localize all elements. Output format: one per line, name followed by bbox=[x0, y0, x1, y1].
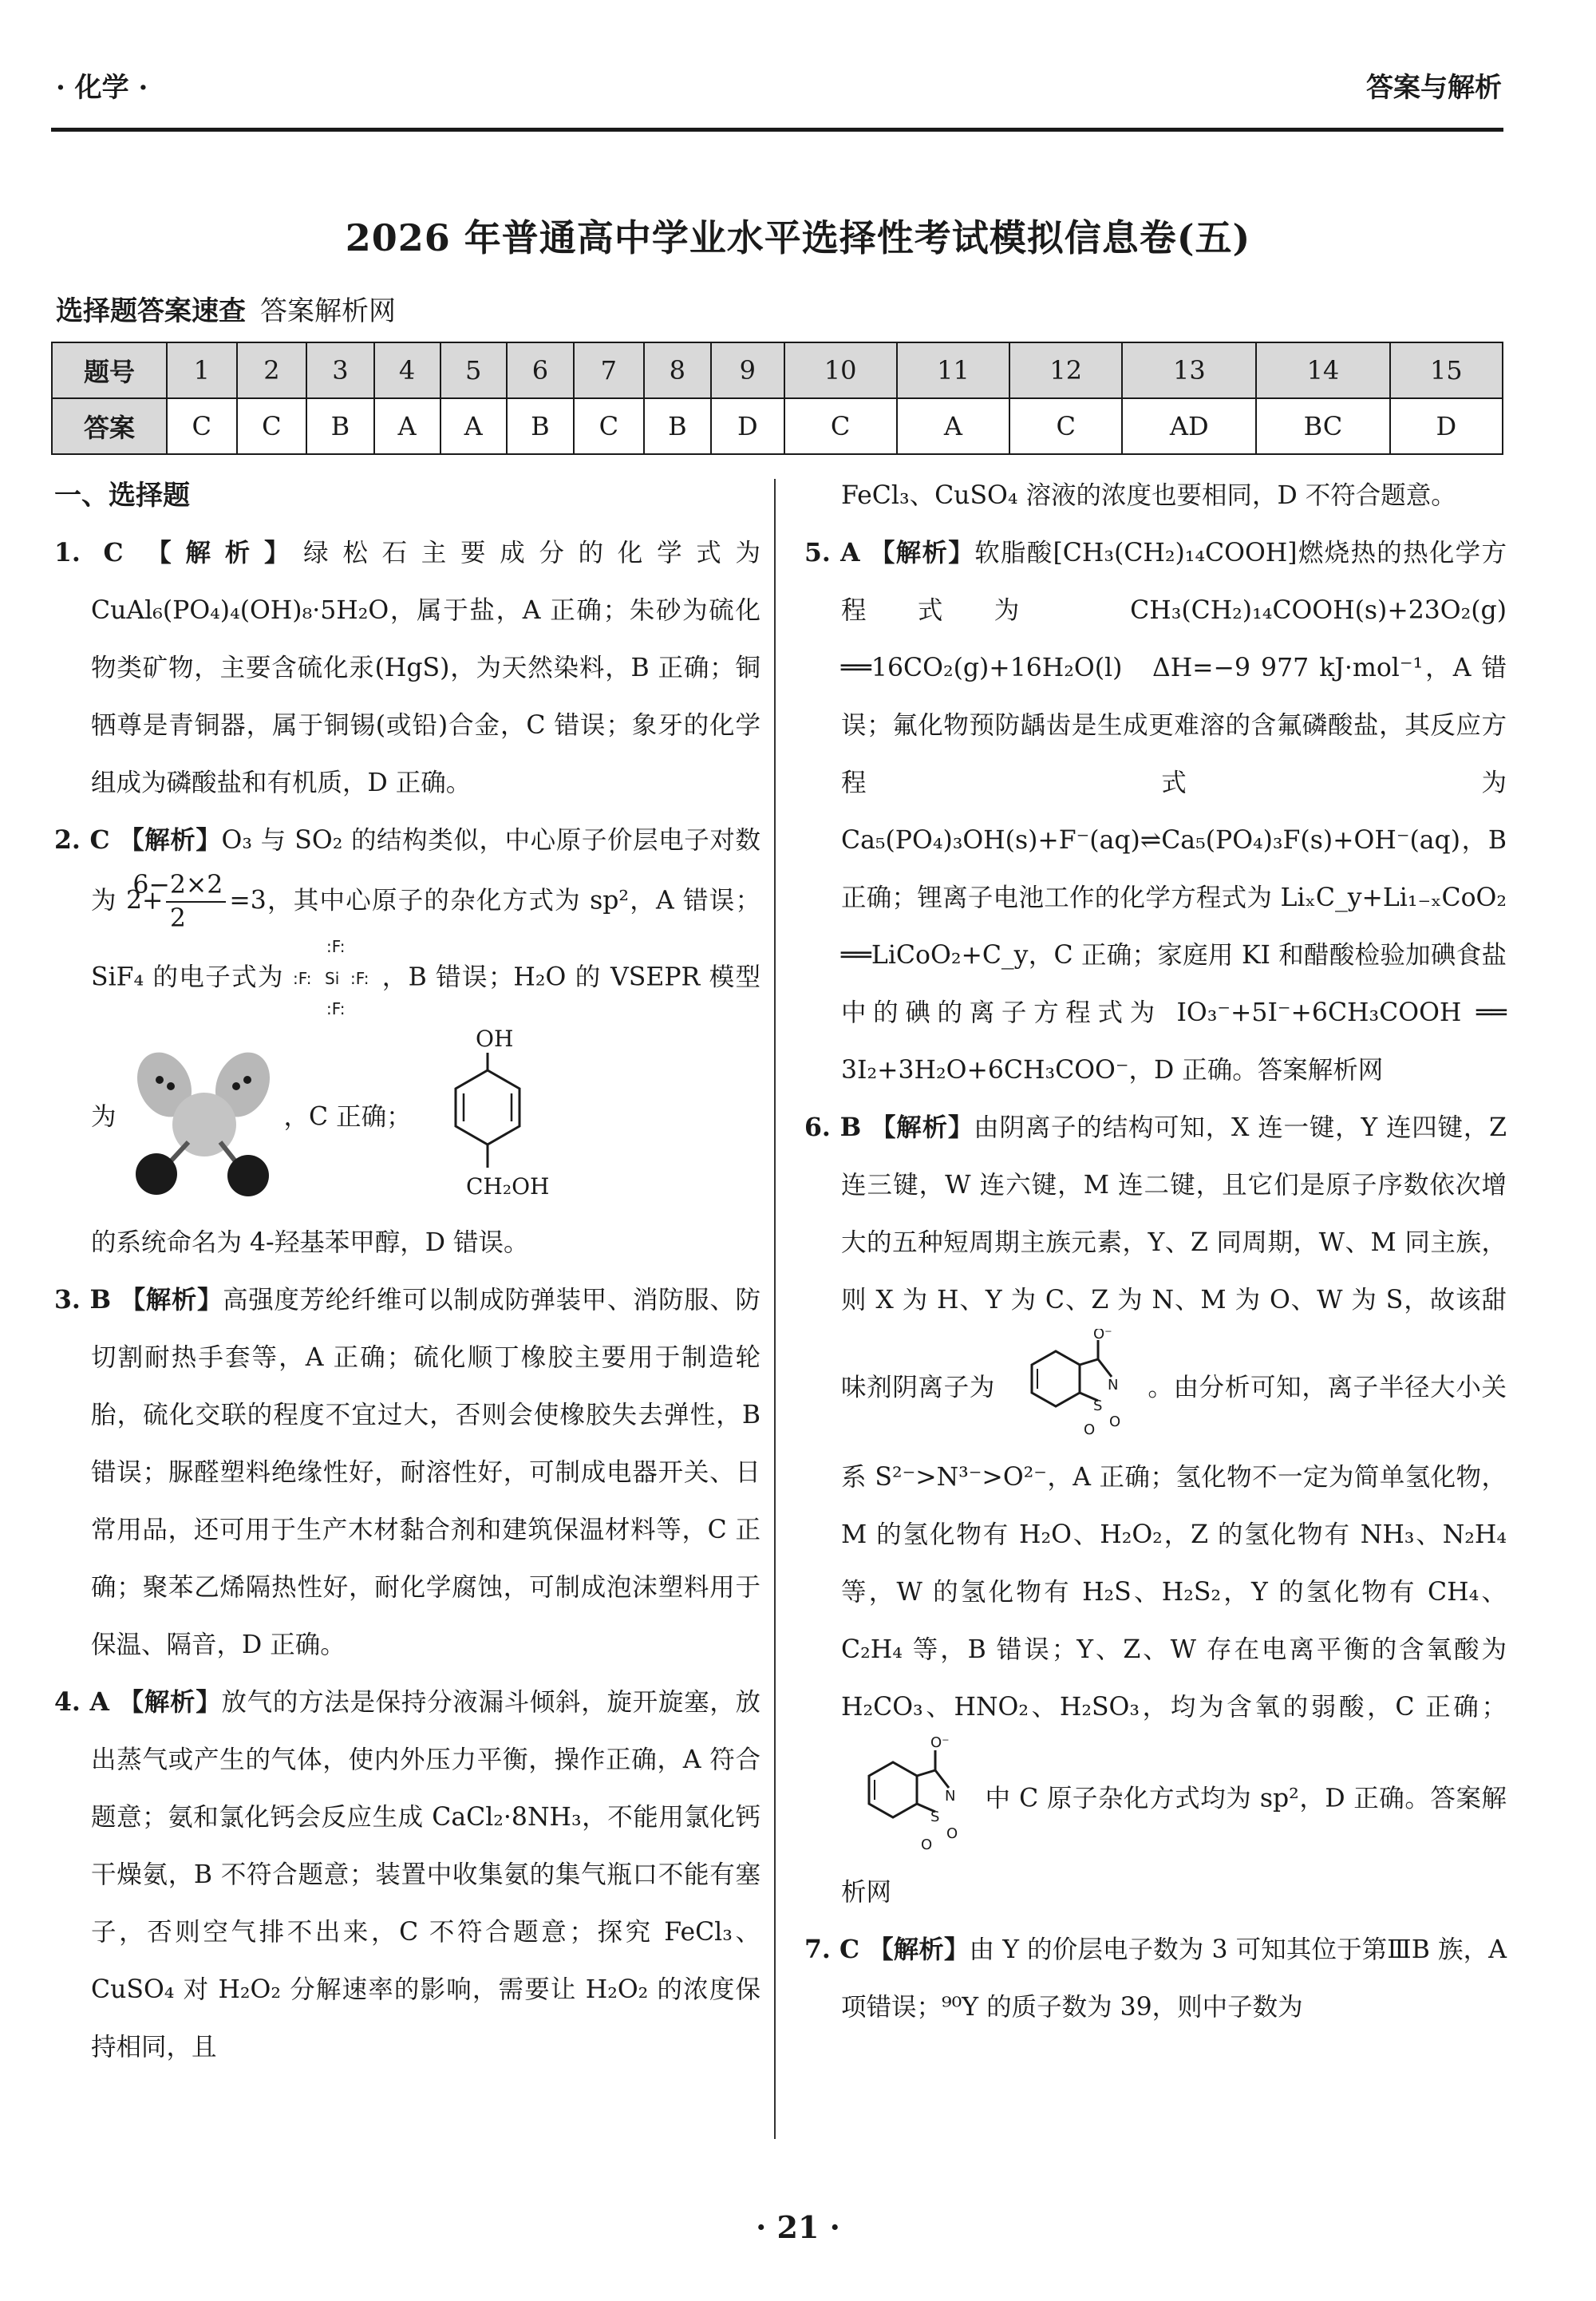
saccharin-structure bbox=[841, 1736, 985, 1864]
answer-cell: BC bbox=[1256, 398, 1389, 454]
question-6 bbox=[804, 1099, 1507, 1921]
svg-text:S: S bbox=[930, 1809, 940, 1825]
q4-text: 放气的方法是保持分液漏斗倾斜，旋开旋塞，放出蒸气或产生的气体，使内外压力平衡，操作正确，A 符合题意；氨和氯化钙会反应生成 CaCl₂·8NH₃，不能用氯化钙干燥氨，B 不符合题意；装置中收集氨的集气瓶口不能有塞子，否则空气排不出来，C 不符合题意；探究 FeCl₃、CuSO₄ 对 H₂O₂ 分解速率的影响，需要让 H₂O₂ 的浓度保持相同，且 bbox=[91, 1688, 760, 2062]
question-number-cell: 1 bbox=[167, 342, 237, 398]
q3-text: 高强度芳纶纤维可以制成防弹装甲、消防服、防切割耐热手套等，A 正确；硫化顺丁橡胶主要用于制造轮胎，硫化交联的程度不宜过大，否则会使橡胶失去弹性，B 错误；脲醛塑料绝缘性好，耐溶性好，可制成电器开关、日常用品，还可用于生产木材黏合剂和建筑保温材料等，C 正确；聚苯乙烯隔热性好，耐化学腐蚀，可制成泡沫塑料用于保温、隔音，D 正确。 bbox=[91, 1286, 760, 1659]
answer-cell: C bbox=[574, 398, 644, 454]
quick-answer-note: 答案解析网 bbox=[260, 295, 396, 327]
hydroxybenzyl-alcohol-structure bbox=[420, 1022, 555, 1214]
answer-table-row-label: 答案 bbox=[52, 398, 167, 454]
saccharin-anion-structure bbox=[1004, 1329, 1148, 1449]
question-number-cell: 12 bbox=[1009, 342, 1122, 398]
svg-text::F:: :F: bbox=[350, 969, 369, 988]
svg-text:O⁻: O⁻ bbox=[1092, 1329, 1112, 1342]
q2-text-2: =3，其中心原子的杂化方式为 sp²，A 错误；SiF₄ 的电子式为 bbox=[91, 886, 760, 992]
answer-table bbox=[51, 342, 1503, 455]
answer-cell: A bbox=[440, 398, 507, 454]
question-number-cell: 13 bbox=[1122, 342, 1256, 398]
answer-cell: C bbox=[784, 398, 897, 454]
answer-cell: A bbox=[897, 398, 1009, 454]
answer-cell: AD bbox=[1122, 398, 1256, 454]
q4-head: 4. A 【解析】 bbox=[54, 1687, 222, 1717]
question-number-cell: 7 bbox=[574, 342, 644, 398]
answer-cell: B bbox=[306, 398, 373, 454]
q5-head: 5. A 【解析】 bbox=[804, 538, 975, 567]
answer-cell: A bbox=[374, 398, 440, 454]
ch2oh-label: CH₂OH bbox=[465, 1173, 550, 1200]
q1-text: 绿松石主要成分的化学式为 CuAl₆(PO₄)₄(OH)₈·5H₂O，属于盐，A 正确；朱砂为硫化物类矿物，主要含硫化汞(HgS)，为天然染料，B 正确；铜牺尊是青铜器，属于铜锡(或铅)合金，C 错误；象牙的化学组成为磷酸盐和有机质，D 正确。 bbox=[91, 539, 760, 797]
q2-head: 2. C 【解析】 bbox=[54, 825, 222, 855]
question-number-cell: 8 bbox=[644, 342, 711, 398]
question-5 bbox=[804, 524, 1507, 1099]
q6-text-1: 由阴离子的结构可知，X 连一键，Y 连四键，Z 连三键，W 连六键，M 连二键，且它们是原子序数依次增大的五种短周期主族元素，Y、Z 同周期，W、M 同主族，则 X 为 H、Y 为 C、Z 为 N、M 为 O、W 为 S，故该甜味剂阴离子为 bbox=[841, 1113, 1507, 1402]
question-number-cell: 9 bbox=[711, 342, 784, 398]
svg-text::F:: :F: bbox=[326, 999, 346, 1018]
svg-text:S: S bbox=[1092, 1398, 1103, 1414]
q2-text-1: O₃ 与 SO₂ 的结构类似，中心原子价层电子对数为 2+ bbox=[91, 826, 760, 915]
question-4-continued: FeCl₃、CuSO₄ 溶液的浓度也要相同，D 不符合题意。 bbox=[841, 481, 1456, 510]
svg-text:O: O bbox=[1108, 1413, 1120, 1430]
answer-cell: B bbox=[644, 398, 711, 454]
page-number: · 21 · bbox=[756, 2209, 840, 2245]
header-subject: · 化学 · bbox=[56, 72, 148, 104]
svg-text:Si: Si bbox=[325, 969, 340, 988]
answer-table-number-row bbox=[52, 342, 1503, 398]
q7-head: 7. C 【解析】 bbox=[804, 1935, 970, 1964]
oh-label: OH bbox=[475, 1026, 514, 1052]
question-number-cell: 14 bbox=[1256, 342, 1389, 398]
answer-cell: D bbox=[711, 398, 784, 454]
question-number-cell: 15 bbox=[1390, 342, 1503, 398]
header-section: 答案与解析 bbox=[1366, 72, 1502, 104]
question-number-cell: 6 bbox=[507, 342, 574, 398]
question-2 bbox=[54, 812, 760, 1271]
svg-text::F:: :F: bbox=[293, 969, 312, 988]
svg-text:O: O bbox=[946, 1825, 958, 1842]
quick-answer-heading bbox=[56, 289, 396, 328]
column-divider bbox=[774, 479, 776, 2139]
q6-text-2: 。由分析可知，离子半径大小关系 S²⁻>N³⁻>O²⁻，A 正确；氢化物不一定为简单氢化物，M 的氢化物有 H₂O、H₂O₂，Z 的氢化物有 NH₃、N₂H₄ 等，W 的氢化物有 H₂S、H₂S₂，Y 的氢化物有 CH₄、C₂H₄ 等，B 错误；Y、Z、W 存在电离平衡的含氧酸为 H₂CO₃、HNO₂、H₂SO₃，均为含氧的弱酸，C 正确； bbox=[841, 1373, 1507, 1722]
answer-cell: C bbox=[1009, 398, 1122, 454]
q2-fraction-numerator: 6−2×2 bbox=[166, 869, 226, 903]
question-number-cell: 2 bbox=[237, 342, 307, 398]
answer-cell: C bbox=[167, 398, 237, 454]
answer-cell: D bbox=[1390, 398, 1503, 454]
left-column bbox=[54, 467, 760, 2076]
svg-text:O: O bbox=[1083, 1421, 1095, 1438]
q2-text-5: 的系统命名为 4-羟基苯甲醇，D 错误。 bbox=[91, 1228, 529, 1257]
question-number-cell: 11 bbox=[897, 342, 1009, 398]
q1-head: 1. C 【解析】 bbox=[54, 538, 304, 567]
question-1 bbox=[54, 524, 760, 812]
question-number-cell: 5 bbox=[440, 342, 507, 398]
section-heading: 一、选择题 bbox=[54, 480, 190, 512]
q2-fraction-denominator: 2 bbox=[169, 904, 186, 933]
q2-text-4: ，C 正确； bbox=[283, 1102, 412, 1132]
q2-text-3: ，B 错误；H₂O 的 VSEPR 模型为 bbox=[91, 963, 761, 1132]
question-4 bbox=[54, 1674, 760, 2076]
question-7 bbox=[804, 1921, 1507, 2036]
page-title: 2026 年普通高中学业水平选择性考试模拟信息卷(五) bbox=[345, 216, 1251, 259]
q7-text: 由 Y 的价层电子数为 3 可知其位于第ⅢB 族，A 项错误；⁹⁰Y 的质子数为 39，则中子数为 bbox=[841, 1935, 1507, 2022]
sif4-lewis-structure bbox=[293, 935, 381, 1022]
q6-text-3: 中 C 原子杂化方式均为 sp²，D 正确。答案解析网 bbox=[841, 1784, 1507, 1907]
header-rule bbox=[51, 128, 1503, 132]
svg-text:N: N bbox=[1107, 1377, 1119, 1394]
svg-text:O⁻: O⁻ bbox=[930, 1736, 950, 1751]
question-3 bbox=[54, 1271, 760, 1674]
svg-text:O: O bbox=[921, 1836, 933, 1853]
q2-fraction bbox=[132, 869, 226, 935]
right-column bbox=[804, 467, 1507, 2036]
q3-head: 3. B 【解析】 bbox=[54, 1285, 223, 1315]
quick-answer-label: 选择题答案速查 bbox=[56, 295, 246, 327]
h2o-vsepr-model bbox=[124, 1038, 284, 1198]
answer-cell: B bbox=[507, 398, 574, 454]
question-number-cell: 3 bbox=[306, 342, 373, 398]
svg-text:N: N bbox=[945, 1788, 956, 1805]
answer-cell: C bbox=[237, 398, 307, 454]
q6-head: 6. B 【解析】 bbox=[804, 1113, 974, 1142]
question-number-cell: 4 bbox=[374, 342, 440, 398]
answer-table-answer-row bbox=[52, 398, 1503, 454]
q5-text: 软脂酸[CH₃(CH₂)₁₄COOH]燃烧热的热化学方程式为 CH₃(CH₂)₁₄COOH(s)+23O₂(g) ══16CO₂(g)+16H₂O(l) ΔH=−9 977 kJ·mol⁻¹，A 错误；氟化物预防龋齿是生成更难溶的含氟磷酸盐，其反应方程式为 Ca₅(PO₄)₃OH(s)+F⁻(aq)⇌Ca₅(PO₄)₃F(s)+OH⁻(aq)，B 正确；锂离子电池工作的化学方程式为 LiₓC_y+Li₁₋ₓCoO₂ ══LiCoO₂+C_y，C 正确；家庭用 KI 和醋酸检验加碘食盐中的碘的离子方程式为 IO₃⁻+5I⁻+6CH₃COOH ══ 3I₂+3H₂O+6CH₃COO⁻，D 正确。答案解析网 bbox=[841, 539, 1507, 1085]
svg-text::F:: :F: bbox=[326, 937, 346, 956]
answer-table-row-label: 题号 bbox=[52, 342, 167, 398]
question-number-cell: 10 bbox=[784, 342, 897, 398]
